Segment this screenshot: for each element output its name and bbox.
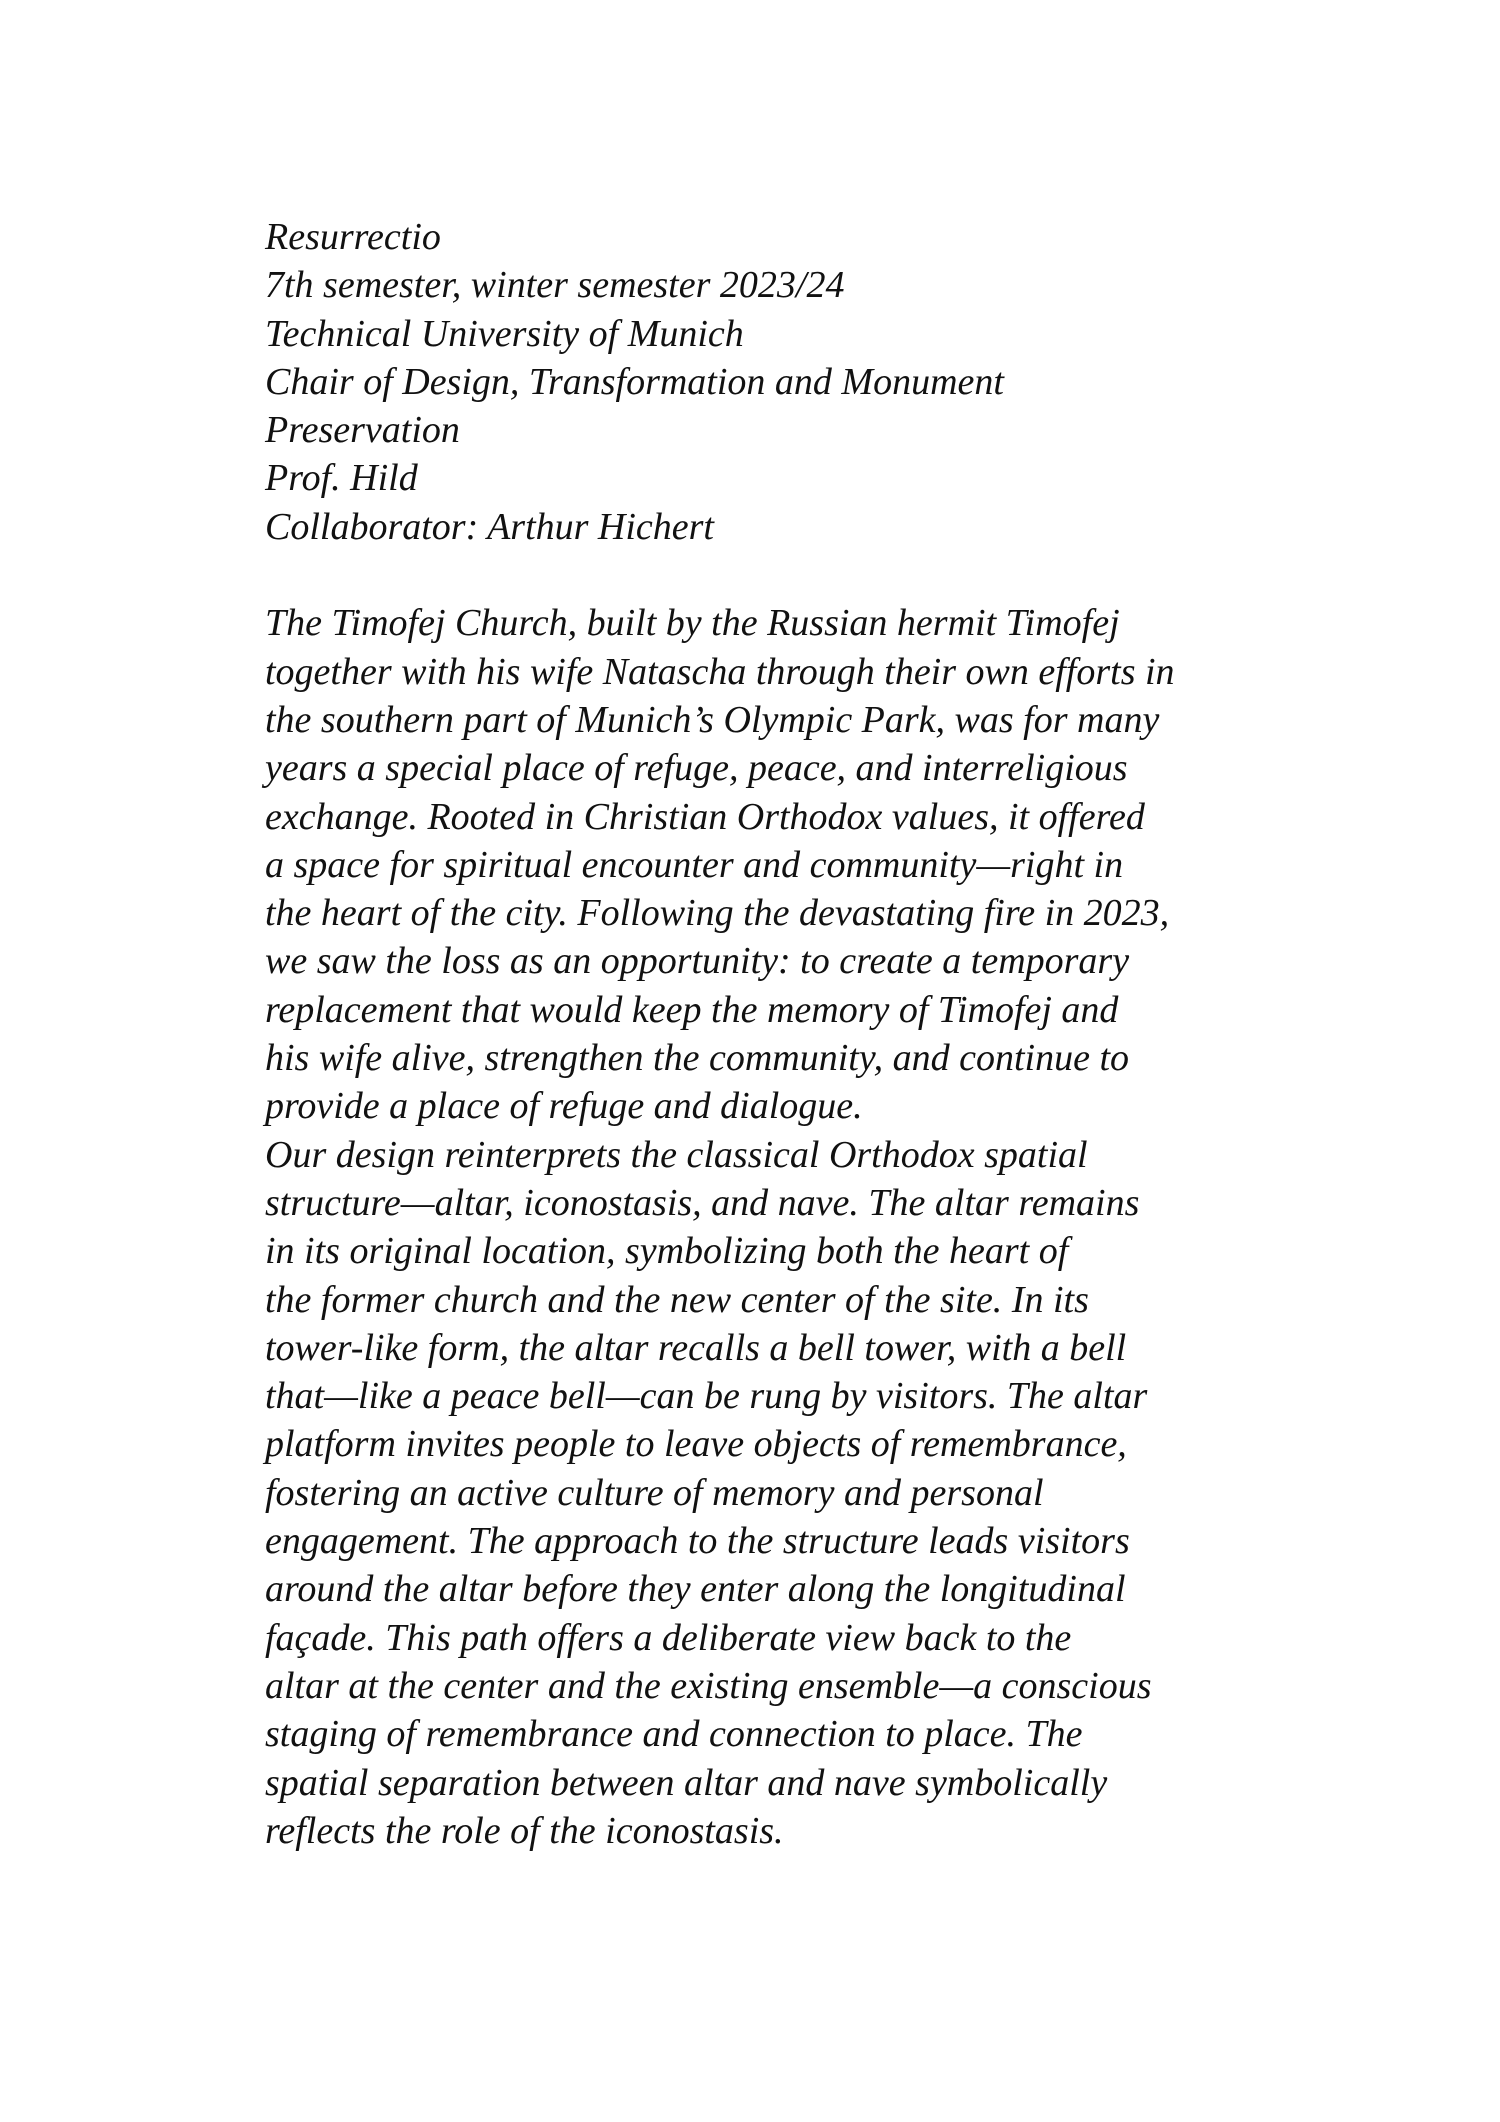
- paragraph-line: years a special place of refuge, peace, and interreligious: [265, 747, 1128, 790]
- paragraph-line: The Timofej Church, built by the Russian hermit Timofej: [265, 602, 1120, 645]
- paragraph-line: around the altar before they enter along the longitudinal: [265, 1568, 1126, 1611]
- paragraph-line: platform invites people to leave objects of remembrance,: [265, 1423, 1127, 1466]
- paragraph-line: Our design reinterprets the classical Orthodox spatial: [265, 1133, 1088, 1176]
- paragraph-1: [265, 599, 1265, 1130]
- paragraph-line: tower-like form, the altar recalls a bell tower, with a bell: [265, 1326, 1127, 1369]
- paragraph-line: a space for spiritual encounter and community—right in: [265, 843, 1124, 886]
- paragraph-line: altar at the center and the existing ensemble—a conscious: [265, 1664, 1152, 1707]
- paragraph-line: fostering an active culture of memory and personal: [265, 1471, 1044, 1514]
- paragraph-line: exchange. Rooted in Christian Orthodox values, it offered: [265, 795, 1145, 838]
- paragraph-line: spatial separation between altar and nave symbolically: [265, 1761, 1108, 1804]
- paragraph-line: in its original location, symbolizing both the heart of: [265, 1230, 1069, 1273]
- project-header: [265, 213, 1265, 551]
- paragraph-line: that—like a peace bell—can be rung by visitors. The altar: [265, 1375, 1148, 1418]
- paragraph-line: staging of remembrance and connection to place. The: [265, 1713, 1083, 1756]
- paragraph-line: the southern part of Munich’s Olympic Park, was for many: [265, 698, 1160, 741]
- paragraph-line: together with his wife Natascha through their own efforts in: [265, 650, 1175, 693]
- professor-line: Prof. Hild: [265, 457, 418, 500]
- paragraph-line: provide a place of refuge and dialogue.: [265, 1085, 863, 1128]
- collaborator-line: Collaborator: Arthur Hichert: [265, 505, 714, 548]
- project-title: Resurrectio: [265, 216, 441, 258]
- paragraph-line: reflects the role of the iconostasis.: [265, 1809, 784, 1852]
- university-line: Technical University of Munich: [265, 312, 744, 355]
- text-block: [265, 213, 1265, 1855]
- paragraph-line: his wife alive, strengthen the community, and continue to: [265, 1037, 1129, 1080]
- paragraph-line: façade. This path offers a deliberate view back to the: [265, 1616, 1072, 1659]
- paragraph-line: the former church and the new center of the site. In its: [265, 1278, 1089, 1321]
- paragraph-line: replacement that would keep the memory of Timofej and: [265, 988, 1119, 1031]
- chair-line: Chair of Design, Transformation and Monument: [265, 360, 1004, 403]
- semester-line: 7th semester, winter semester 2023/24: [265, 264, 845, 307]
- blank-line: [265, 551, 1265, 599]
- paragraph-2: [265, 1131, 1265, 1855]
- paragraph-line: structure—altar, iconostasis, and nave. The altar remains: [265, 1181, 1140, 1224]
- paragraph-line: we saw the loss as an opportunity: to create a temporary: [265, 940, 1130, 983]
- paragraph-line: the heart of the city. Following the devastating fire in 2023,: [265, 892, 1170, 935]
- chair-line-continued: Preservation: [265, 409, 460, 452]
- paragraph-line: engagement. The approach to the structure leads visitors: [265, 1520, 1130, 1563]
